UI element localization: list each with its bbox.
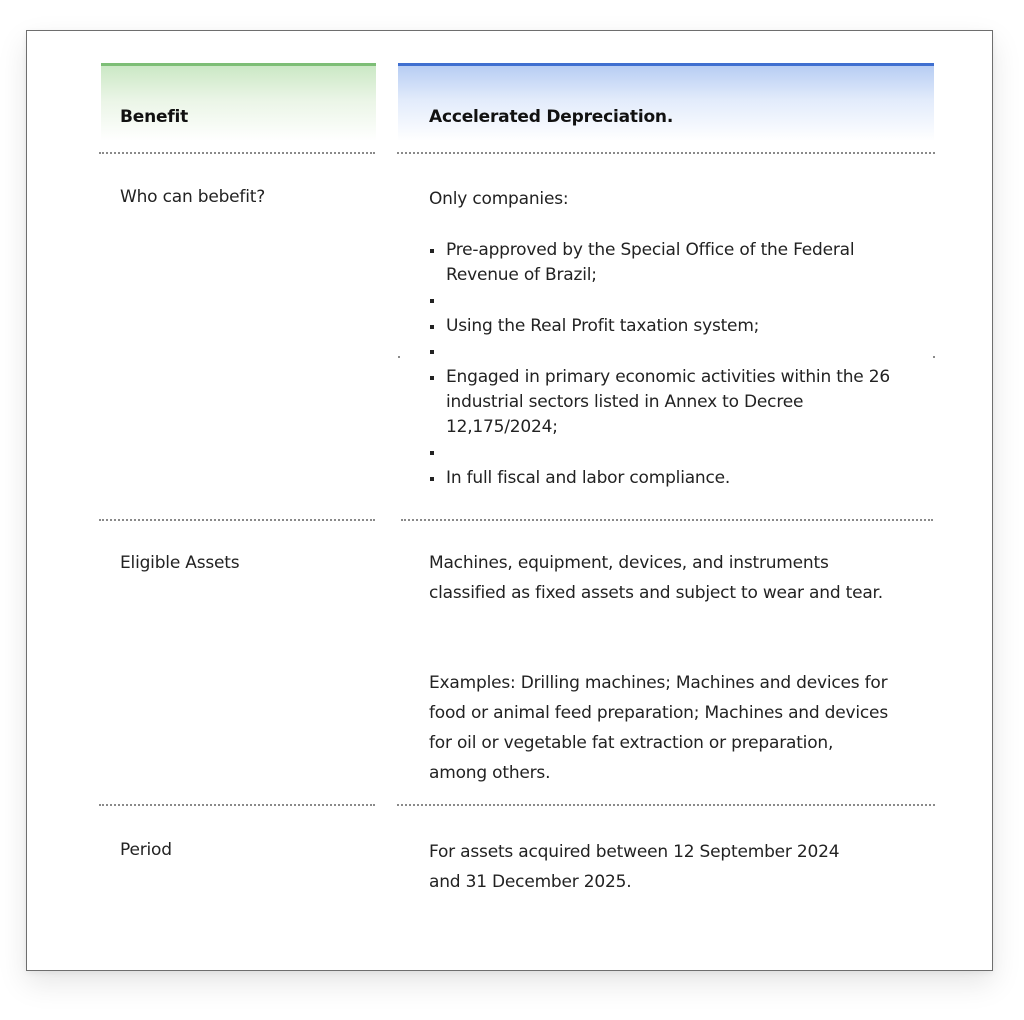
list-spacer [429,339,899,365]
benefit-table-card [26,30,993,971]
eligible-assets-examples: Examples: Drilling machines; Machines and devices for food or animal feed preparation; Machines and devices for oil or vegetable fat extraction or preparation, among others. [429,673,888,783]
row-divider [99,519,375,521]
header-title-label: Accelerated Depreciation. [429,107,674,127]
eligibility-bullet-list [429,238,899,491]
period-description: For assets acquired between 12 September 2024 and 31 December 2025. [429,842,840,892]
list-item: Engaged in primary economic activities within the 26 industrial sectors listed in Annex to Decree 12,175/2024; [429,365,899,440]
header-cell-accelerated-depreciation [398,63,934,141]
row-label-period: Period [120,840,172,860]
row-label-eligible-assets: Eligible Assets [120,553,240,573]
list-spacer [429,440,899,466]
row-divider [99,152,375,154]
row-divider [99,804,375,806]
eligible-assets-description: Machines, equipment, devices, and instruments classified as fixed assets and subject to wear and tear. [429,553,883,603]
row-divider [397,152,935,154]
row-divider [401,519,933,521]
decorative-dot [933,356,935,358]
row-intro-only-companies: Only companies: [429,189,569,209]
row-label-who-can-benefit: Who can bebefit? [120,187,266,207]
list-item: Using the Real Profit taxation system; [429,314,899,339]
list-item: Pre-approved by the Special Office of the Federal Revenue of Brazil; [429,238,899,288]
header-benefit-label: Benefit [120,107,189,127]
list-item: In full fiscal and labor compliance. [429,466,899,491]
list-spacer [429,288,899,314]
row-divider [397,804,935,806]
decorative-dot [398,356,400,358]
header-cell-benefit [101,63,376,141]
